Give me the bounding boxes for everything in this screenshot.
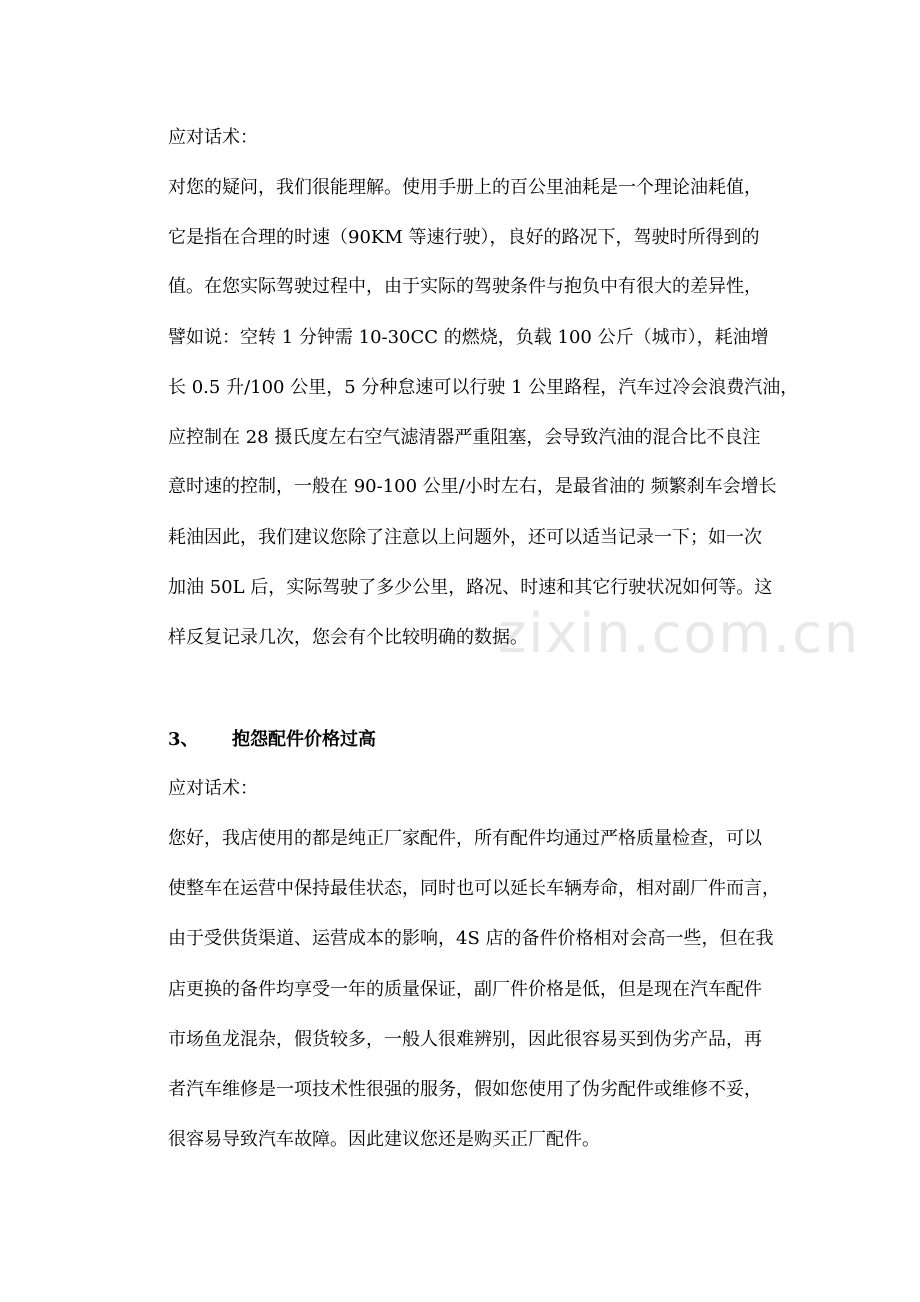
paragraph-line: 加油 50L 后，实际驾驶了多少公里，路况、时速和其它行驶状况如何等。这 <box>168 577 773 598</box>
paragraph-line: 值。在您实际驾驶过程中，由于实际的驾驶条件与抱负中有很大的差异性， <box>168 276 762 297</box>
section-heading <box>168 728 376 752</box>
paragraph-line: 意时速的控制，一般在 90-100 公里/小时左右，是最省油的 频繁刹车会增长 <box>168 476 777 497</box>
paragraph-line: 长 0.5 升/100 公里，5 分种怠速可以行驶 1 公里路程，汽车过冷会浪费汽油， <box>168 377 799 398</box>
paragraph-line: 很容易导致汽车故障。因此建议您还是购买正厂配件。 <box>168 1129 600 1150</box>
paragraph-line: 您好，我店使用的都是纯正厂家配件，所有配件均通过严格质量检查，可以 <box>168 828 762 849</box>
paragraph-line: 样反复记录几次，您会有个比较明确的数据。 <box>168 627 528 648</box>
paragraph-line: 应控制在 28 摄氏度左右空气滤清器严重阻塞，会导致汽油的混合比不良注 <box>168 427 761 448</box>
section-title: 抱怨配件价格过高 <box>232 729 376 750</box>
paragraph-line: 者汽车维修是一项技术性很强的服务，假如您使用了伪劣配件或维修不妥， <box>168 1079 762 1100</box>
paragraph-line: 市场鱼龙混杂，假货较多，一般人很难辨别，因此很容易买到伪劣产品，再 <box>168 1029 762 1050</box>
watermark: zixin.com.cn <box>498 602 861 665</box>
paragraph-line: 耗油因此，我们建议您除了注意以上问题外，还可以适当记录一下；如一次 <box>168 527 762 548</box>
section-number: 3、 <box>168 729 199 750</box>
paragraph-line: 使整车在运营中保持最佳状态，同时也可以延长车辆寿命，相对副厂件而言， <box>168 878 780 899</box>
paragraph-line: 对您的疑问，我们很能理解。使用手册上的百公里油耗是一个理论油耗值， <box>168 177 762 198</box>
strategy-label: 应对话术： <box>168 778 258 799</box>
paragraph-line: 它是指在合理的时速（90KM 等速行驶），良好的路况下，驾驶时所得到的 <box>168 227 760 248</box>
strategy-label: 应对话术： <box>168 127 258 148</box>
paragraph-line: 由于受供货渠道、运营成本的影响，4S 店的备件价格相对会高一些，但在我 <box>168 928 774 949</box>
paragraph-line: 譬如说：空转 1 分钟需 10-30CC 的燃烧，负载 100 公斤（城市），耗油增 <box>168 327 769 348</box>
paragraph-line: 店更换的备件均享受一年的质量保证，副厂件价格是低，但是现在汽车配件 <box>168 979 762 1000</box>
